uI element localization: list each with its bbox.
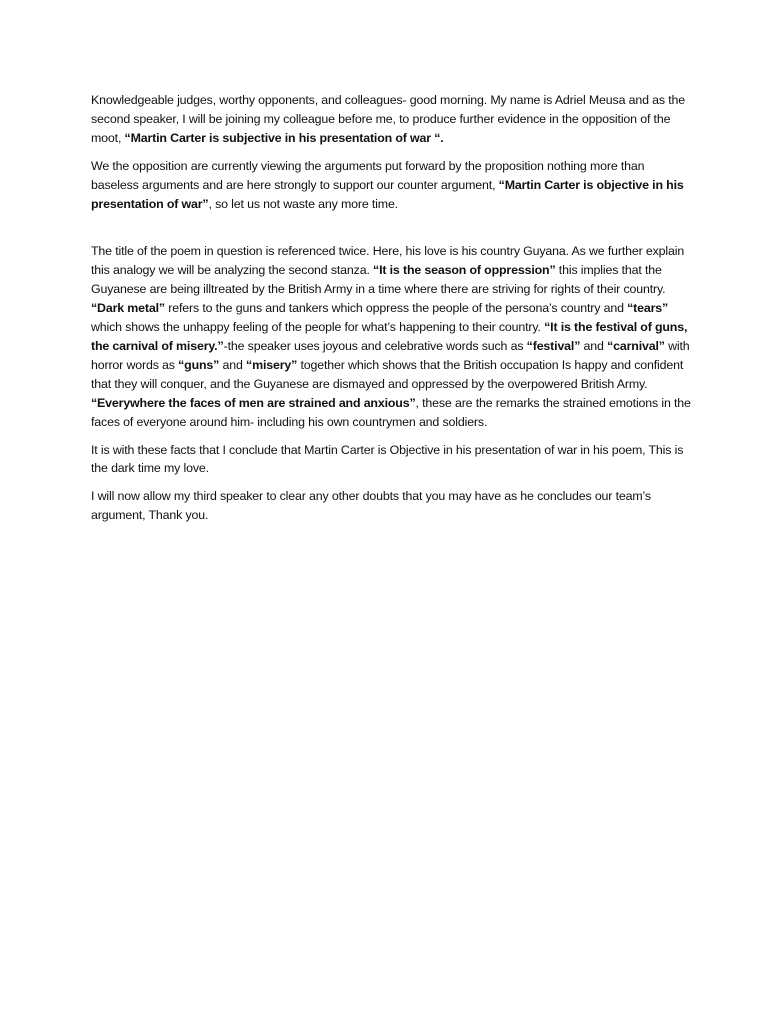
analysis-text: this implies that the Guyanese are being illtreated by the British Army in a time where there are striving for rights of their country. [91,263,666,297]
analysis-text: with horror words as [91,338,690,372]
quote-tears: “tears” [627,301,669,316]
analysis-text-end: , these are the remarks the strained emotions in the faces of everyone around him- including his own countrymen and soldiers. [91,395,691,429]
analysis-text: which shows the unhappy feeling of the people for what’s happening to their country. [91,320,545,335]
opposition-text: We the opposition are currently viewing the arguments put forward by the proposition nothing more than baseless arguments and are here strongly to support our counter argument, [91,158,645,192]
quote-guns: “guns” [178,357,220,372]
quote-festival-of-guns: “It is the festival of guns, the carnival of misery.’’ [91,320,688,353]
moot-statement: “Martin Carter is subjective in his presentation of war “. [124,130,444,145]
quote-faces-of-men: “Everywhere the faces of men are strained and anxious” [91,395,416,410]
quote-carnival: “carnival” [607,338,665,353]
paragraph-closing [91,487,691,525]
paragraph-conclusion [91,441,691,479]
closing-text: I will now allow my third speaker to clear any other doubts that you may have as he concludes our team’s argument, Thank you. [91,489,651,523]
intro-text: Knowledgeable judges, worthy opponents, and colleagues- good morning. My name is Adriel Meusa and as the second speaker, I will be joining my colleague before me, to produce further evidence in the opposition of the moot, [91,93,685,145]
quote-festival: “festival” [526,338,581,353]
paragraph-introduction [91,91,691,148]
counter-argument: “Martin Carter is objective in his presentation of war” [91,177,684,211]
document-page [91,91,691,534]
analysis-text: and [219,357,247,372]
quote-season-of-oppression: “It is the season of oppression” [373,263,556,278]
analysis-text: The title of the poem in question is referenced twice. Here, his love is his country Guyana. As we further explain this analogy we will be analyzing the second stanza. [91,244,685,278]
opposition-text-end: , so let us not waste any more time. [208,196,398,211]
analysis-text: refers to the guns and tankers which oppress the people of the persona’s country and [164,301,628,316]
analysis-text: and [580,338,608,353]
quote-misery: “misery” [246,357,298,372]
analysis-text: together which shows that the British occupation Is happy and confident that they will conquer, and the Guyanese are dismayed and oppressed by the overpowered British Army. [91,357,684,391]
analysis-text: -the speaker uses joyous and celebrative words such as [223,338,527,353]
paragraph-opposition-view [91,157,691,214]
paragraph-analysis [91,242,691,431]
conclusion-text: It is with these facts that I conclude that Martin Carter is Objective in his presentation of war in his poem, This is the dark time my love. [91,442,684,476]
quote-dark-metal: “Dark metal” [91,301,165,316]
